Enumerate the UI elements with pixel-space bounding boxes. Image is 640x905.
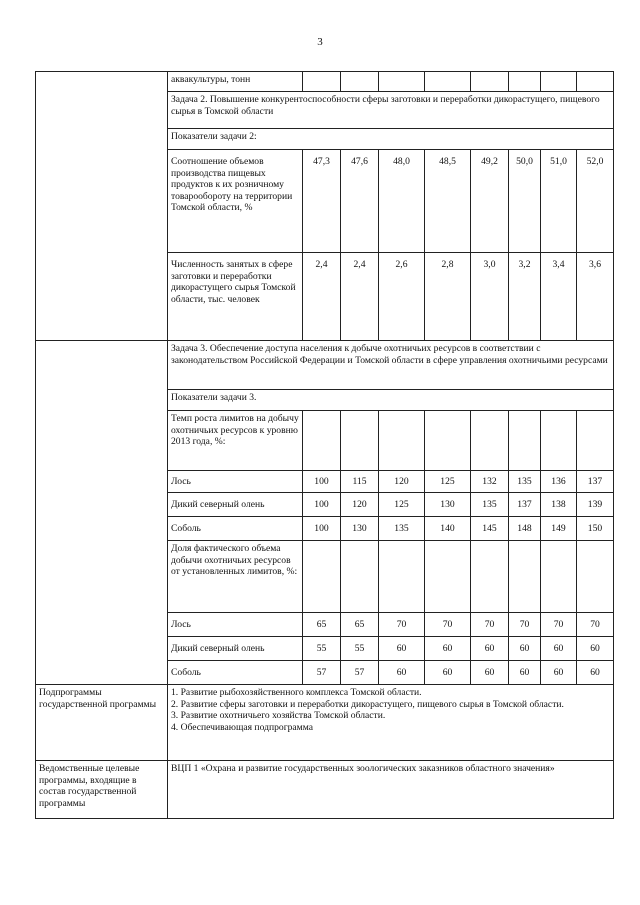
table-body xyxy=(36,72,614,819)
value-cell: 52,0 xyxy=(577,150,614,253)
value-cell: 145 xyxy=(471,517,509,541)
page-number: 3 xyxy=(317,36,323,48)
task3-indicators-header: Показатели задачи 3. xyxy=(168,390,614,411)
value-cell: 51,0 xyxy=(541,150,577,253)
value-cell: 3,6 xyxy=(577,253,614,341)
value-cell: 2,4 xyxy=(341,253,379,341)
value-cell: 70 xyxy=(577,613,614,637)
value-cell xyxy=(425,541,471,613)
value-cell: 100 xyxy=(303,517,341,541)
value-cell: 70 xyxy=(425,613,471,637)
value-cell: 149 xyxy=(541,517,577,541)
value-cell: 57 xyxy=(303,661,341,685)
value-cell: 48,0 xyxy=(379,150,425,253)
value-cell: 65 xyxy=(341,613,379,637)
value-cell xyxy=(341,541,379,613)
value-cell: 50,0 xyxy=(509,150,541,253)
value-cell: 60 xyxy=(471,661,509,685)
value-cell: 2,6 xyxy=(379,253,425,341)
value-cell: 3,4 xyxy=(541,253,577,341)
task2-title: Задача 2. Повышение конкурентоспособности сферы заготовки и переработки дикорастущего, пищевого сырья в Томской области xyxy=(168,92,614,129)
value-cell: 48,5 xyxy=(425,150,471,253)
task3-title: Задача 3. Обеспечение доступа населения к добыче охотничьих ресурсов в соответствии с законодательством Российской Федерации и Томской области в сфере управления охотничьими ресурсами xyxy=(168,341,614,390)
value-cell: 135 xyxy=(509,471,541,493)
value-cell: 137 xyxy=(577,471,614,493)
value-cell: 49,2 xyxy=(471,150,509,253)
program-table xyxy=(35,71,614,819)
indicator-label: Соотношение объемов производства пищевых продуктов к их розничному товарообороту на территории Томской области, % xyxy=(168,150,303,253)
list-item: 2. Развитие сферы заготовки и переработки дикорастущего, пищевого сырья в Томской области. xyxy=(171,698,564,710)
value-cell xyxy=(509,411,541,471)
value-cell xyxy=(541,72,577,92)
value-cell: 2,4 xyxy=(303,253,341,341)
subprograms-list xyxy=(168,685,614,761)
value-cell xyxy=(541,541,577,613)
value-cell xyxy=(303,72,341,92)
value-cell: 136 xyxy=(541,471,577,493)
departmental-label: Ведомственные целевые программы, входящие в состав государственной программы xyxy=(36,761,168,819)
task2-indicators-header: Показатели задачи 2: xyxy=(168,129,614,150)
value-cell xyxy=(303,411,341,471)
value-cell: 60 xyxy=(541,661,577,685)
value-cell xyxy=(541,411,577,471)
value-cell: 60 xyxy=(577,661,614,685)
value-cell: 148 xyxy=(509,517,541,541)
departmental-row xyxy=(36,761,614,819)
group-label: Темп роста лимитов на добычу охотничьих ресурсов к уровню 2013 года, %: xyxy=(168,411,303,471)
value-cell: 3,2 xyxy=(509,253,541,341)
value-cell: 70 xyxy=(379,613,425,637)
value-cell: 60 xyxy=(577,637,614,661)
value-cell: 137 xyxy=(509,493,541,517)
value-cell: 3,0 xyxy=(471,253,509,341)
value-cell: 125 xyxy=(379,493,425,517)
value-cell: 60 xyxy=(509,661,541,685)
indicator-label: Лось xyxy=(168,613,303,637)
value-cell xyxy=(303,541,341,613)
value-cell xyxy=(577,541,614,613)
value-cell: 138 xyxy=(541,493,577,517)
value-cell: 47,3 xyxy=(303,150,341,253)
departmental-text: ВЦП 1 «Охрана и развитие государственных зоологических заказников областного значения» xyxy=(168,761,614,819)
table-row-aquaculture xyxy=(36,72,614,92)
left-empty-cell-2 xyxy=(36,341,168,685)
value-cell xyxy=(509,72,541,92)
value-cell: 65 xyxy=(303,613,341,637)
indicator-label: аквакультуры, тонн xyxy=(168,72,303,92)
value-cell: 115 xyxy=(341,471,379,493)
value-cell xyxy=(425,72,471,92)
value-cell xyxy=(341,72,379,92)
value-cell: 120 xyxy=(379,471,425,493)
value-cell xyxy=(379,541,425,613)
list-item: 4. Обеспечивающая подпрограмма xyxy=(171,721,314,733)
value-cell: 60 xyxy=(471,637,509,661)
value-cell: 60 xyxy=(541,637,577,661)
value-cell: 47,6 xyxy=(341,150,379,253)
value-cell xyxy=(425,411,471,471)
value-cell: 140 xyxy=(425,517,471,541)
indicator-label: Лось xyxy=(168,471,303,493)
value-cell: 55 xyxy=(303,637,341,661)
indicator-label: Соболь xyxy=(168,661,303,685)
value-cell: 60 xyxy=(425,637,471,661)
value-cell xyxy=(577,72,614,92)
value-cell: 130 xyxy=(425,493,471,517)
list-item: 1. Развитие рыбохозяйственного комплекса Томской области. xyxy=(171,687,422,698)
left-empty-cell-1 xyxy=(36,72,168,341)
group-label: Доля фактического объема добычи охотничьих ресурсов от установленных лимитов, %: xyxy=(168,541,303,613)
value-cell: 132 xyxy=(471,471,509,493)
value-cell: 130 xyxy=(341,517,379,541)
value-cell: 70 xyxy=(509,613,541,637)
subprograms-label: Подпрограммы государственной программы xyxy=(36,685,168,761)
value-cell xyxy=(471,541,509,613)
indicator-label: Численность занятых в сфере заготовки и переработки дикорастущего сырья Томской области, тыс. человек xyxy=(168,253,303,341)
value-cell: 2,8 xyxy=(425,253,471,341)
value-cell xyxy=(509,541,541,613)
value-cell xyxy=(471,411,509,471)
value-cell: 135 xyxy=(471,493,509,517)
value-cell: 125 xyxy=(425,471,471,493)
value-cell: 135 xyxy=(379,517,425,541)
value-cell xyxy=(341,411,379,471)
value-cell xyxy=(577,411,614,471)
value-cell xyxy=(471,72,509,92)
value-cell: 70 xyxy=(541,613,577,637)
value-cell xyxy=(379,411,425,471)
value-cell: 60 xyxy=(509,637,541,661)
value-cell: 55 xyxy=(341,637,379,661)
value-cell xyxy=(379,72,425,92)
value-cell: 60 xyxy=(379,637,425,661)
value-cell: 60 xyxy=(425,661,471,685)
value-cell: 57 xyxy=(341,661,379,685)
value-cell: 100 xyxy=(303,493,341,517)
indicator-label: Дикий северный олень xyxy=(168,637,303,661)
value-cell: 60 xyxy=(379,661,425,685)
value-cell: 120 xyxy=(341,493,379,517)
indicator-label: Соболь xyxy=(168,517,303,541)
value-cell: 150 xyxy=(577,517,614,541)
value-cell: 139 xyxy=(577,493,614,517)
list-item: 3. Развитие охотничьего хозяйства Томской области. xyxy=(171,710,386,721)
value-cell: 70 xyxy=(471,613,509,637)
task3-title-row xyxy=(36,341,614,390)
indicator-label: Дикий северный олень xyxy=(168,493,303,517)
subprograms-row xyxy=(36,685,614,761)
value-cell: 100 xyxy=(303,471,341,493)
